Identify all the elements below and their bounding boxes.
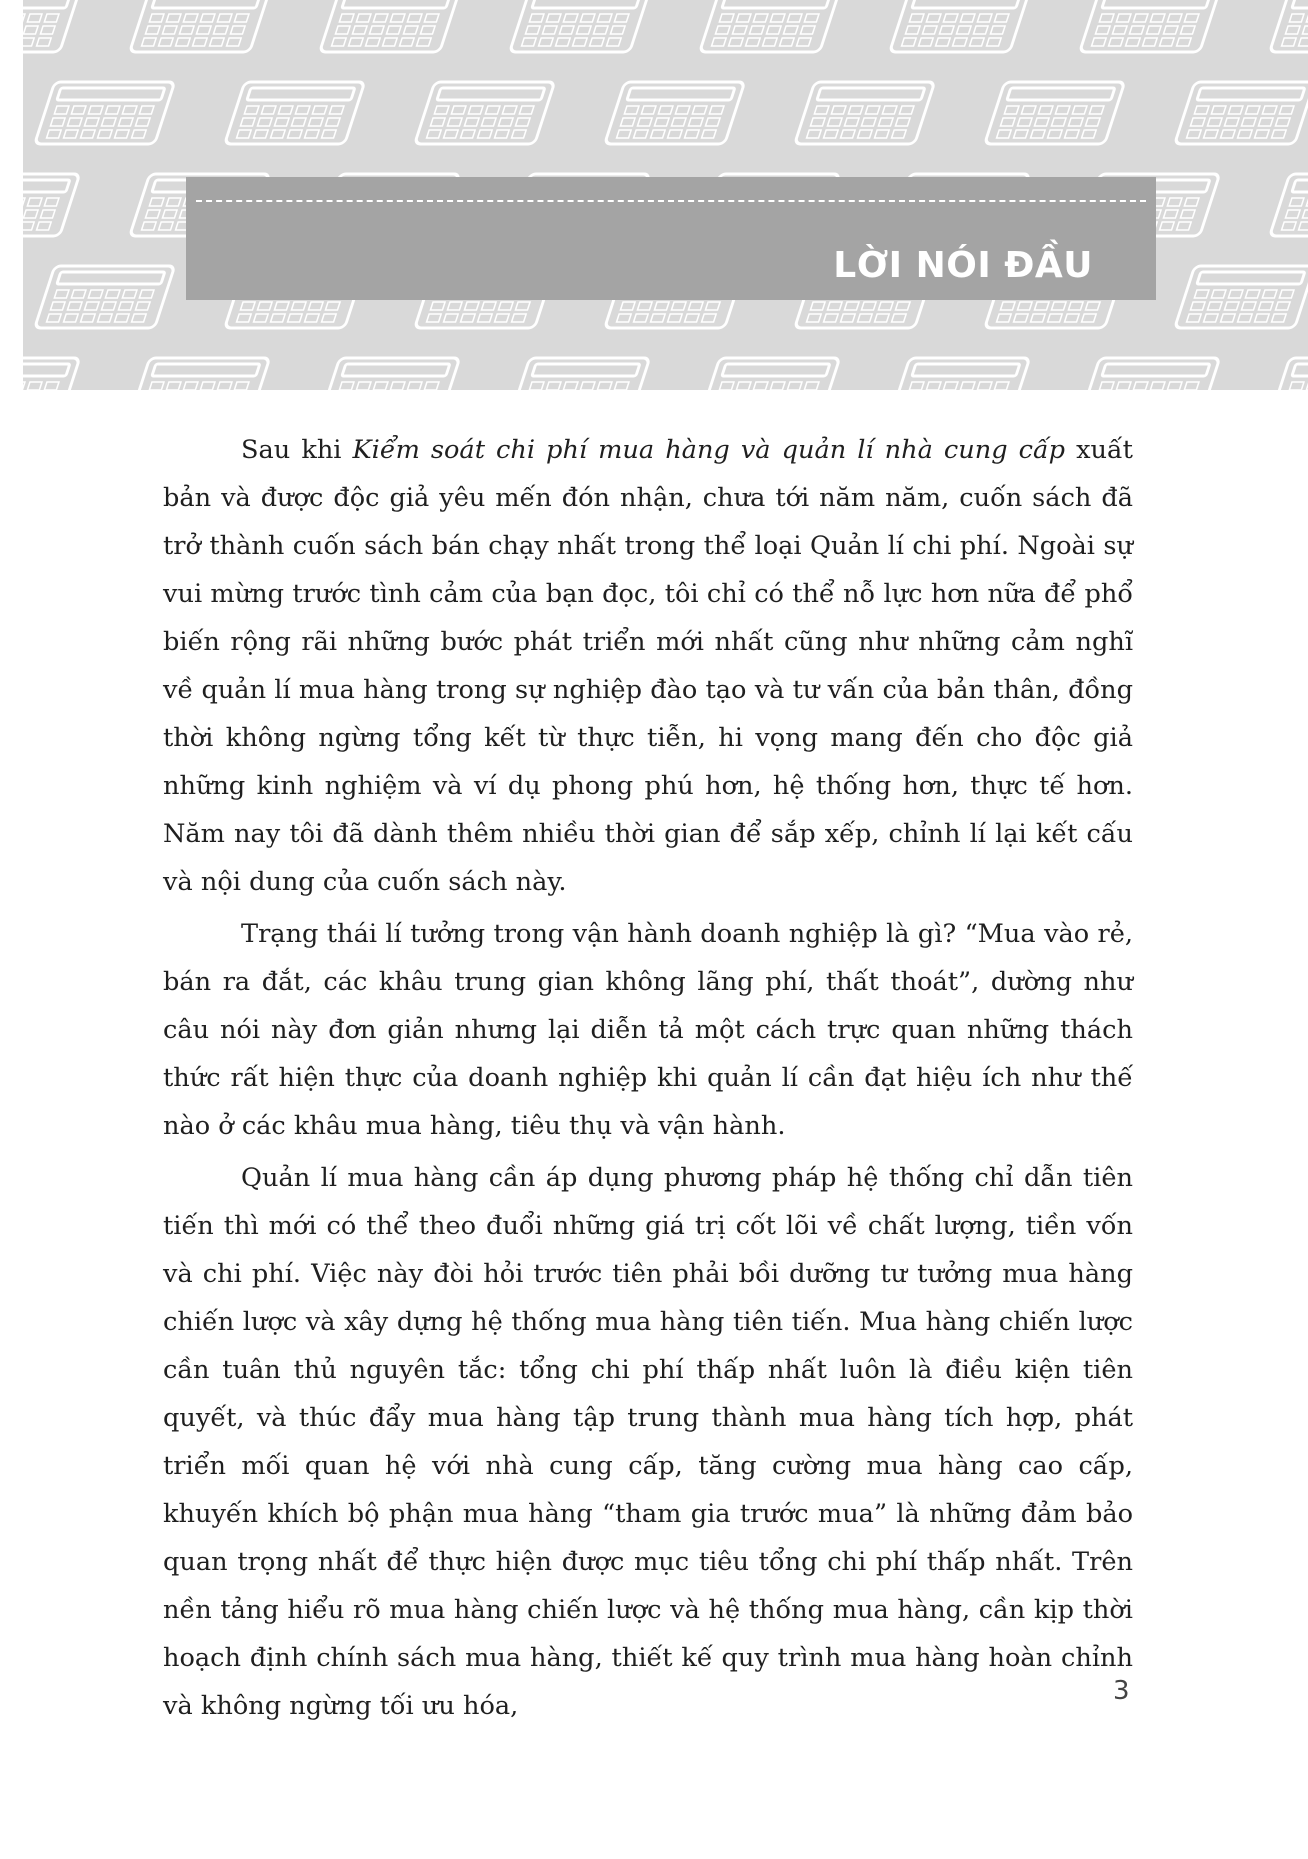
paragraph-1 <box>163 426 1133 906</box>
calculator-icon <box>130 358 270 390</box>
calculator-icon <box>23 174 80 236</box>
calculator-icon <box>1175 82 1308 144</box>
calculator-icon <box>985 82 1125 144</box>
calculator-icon <box>1270 174 1308 236</box>
paragraph-2: Trạng thái lí tưởng trong vận hành doanh nghiệp là gì? “Mua vào rẻ, bán ra đắt, các khâu trung gian không lãng phí, thất thoát”, dường như câu nói này đơn giản nhưng lại diễn tả một cách trực quan những thách thức rất hiện thực của doanh nghiệp khi quản lí cần đạt hiệu ích như thế nào ở các khâu mua hàng, tiêu thụ và vận hành. <box>163 919 1133 1141</box>
calculator-icon <box>35 266 175 328</box>
body-text <box>163 426 1133 1734</box>
chapter-title: LỜI NÓI ĐẦU <box>833 245 1093 286</box>
paragraph-3: Quản lí mua hàng cần áp dụng phương pháp hệ thống chỉ dẫn tiên tiến thì mới có thể theo đuổi những giá trị cốt lõi về chất lượng, tiền vốn và chi phí. Việc này đòi hỏi trước tiên phải bồi dưỡng tư tưởng mua hàng chiến lược và xây dựng hệ thống mua hàng tiên tiến. Mua hàng chiến lược cần tuân thủ nguyên tắc: tổng chi phí thấp nhất luôn là điều kiện tiên quyết, và thúc đẩy mua hàng tập trung thành mua hàng tích hợp, phát triển mối quan hệ với nhà cung cấp, tăng cường mua hàng cao cấp, khuyến khích bộ phận mua hàng “tham gia trước mua” là những đảm bảo quan trọng nhất để thực hiện được mục tiêu tổng chi phí thấp nhất. Trên nền tảng hiểu rõ mua hàng chiến lược và hệ thống mua hàng, cần kịp thời hoạch định chính sách mua hàng, thiết kế quy trình mua hàng hoàn chỉnh và không ngừng tối ưu hóa, <box>163 1163 1133 1721</box>
paragraph-1-rest: xuất bản và được độc giả yêu mến đón nhận, chưa tới năm năm, cuốn sách đã trở thành cuốn sách bán chạy nhất trong thể loại Quản lí chi phí. Ngoài sự vui mừng trước tình cảm của bạn đọc, tôi chỉ có thể nỗ lực hơn nữa để phổ biến rộng rãi những bước phát triển mới nhất cũng như những cảm nghĩ về quản lí mua hàng trong sự nghiệp đào tạo và tư vấn của bản thân, đồng thời không ngừng tổng kết từ thực tiễn, hi vọng mang đến cho độc giả những kinh nghiệm và ví dụ phong phú hơn, hệ thống hơn, thực tế hơn. Năm nay tôi đã dành thêm nhiều thời gian để sắp xếp, chỉnh lí lại kết cấu và nội dung của cuốn sách này. <box>163 435 1133 897</box>
calculator-icon <box>130 0 270 52</box>
calculator-icon <box>225 82 365 144</box>
calculator-icon <box>320 358 460 390</box>
calculator-icon <box>1270 358 1308 390</box>
calculator-icon <box>1270 0 1308 52</box>
calculator-icon <box>35 82 175 144</box>
header-banner <box>23 0 1308 390</box>
calculator-icon <box>1080 0 1220 52</box>
calculator-icon <box>23 358 80 390</box>
calculator-icon <box>1175 266 1308 328</box>
calculator-icon <box>510 0 650 52</box>
book-title: Kiểm soát chi phí mua hàng và quản lí nhà cung cấp <box>352 435 1066 465</box>
calculator-icon <box>890 0 1030 52</box>
calculator-icon <box>890 358 1030 390</box>
calculator-icon <box>415 82 555 144</box>
calculator-icon <box>23 0 80 52</box>
calculator-icon <box>320 0 460 52</box>
dashed-divider <box>196 200 1146 202</box>
chapter-title-bar <box>186 177 1156 300</box>
calculator-icon <box>510 358 650 390</box>
calculator-icon <box>700 0 840 52</box>
calculator-icon <box>700 358 840 390</box>
page-number: 3 <box>1113 1676 1130 1706</box>
calculator-icon <box>1080 358 1220 390</box>
calculator-icon <box>605 82 745 144</box>
calculator-icon <box>795 82 935 144</box>
paragraph-1-start: Sau khi <box>241 435 353 465</box>
